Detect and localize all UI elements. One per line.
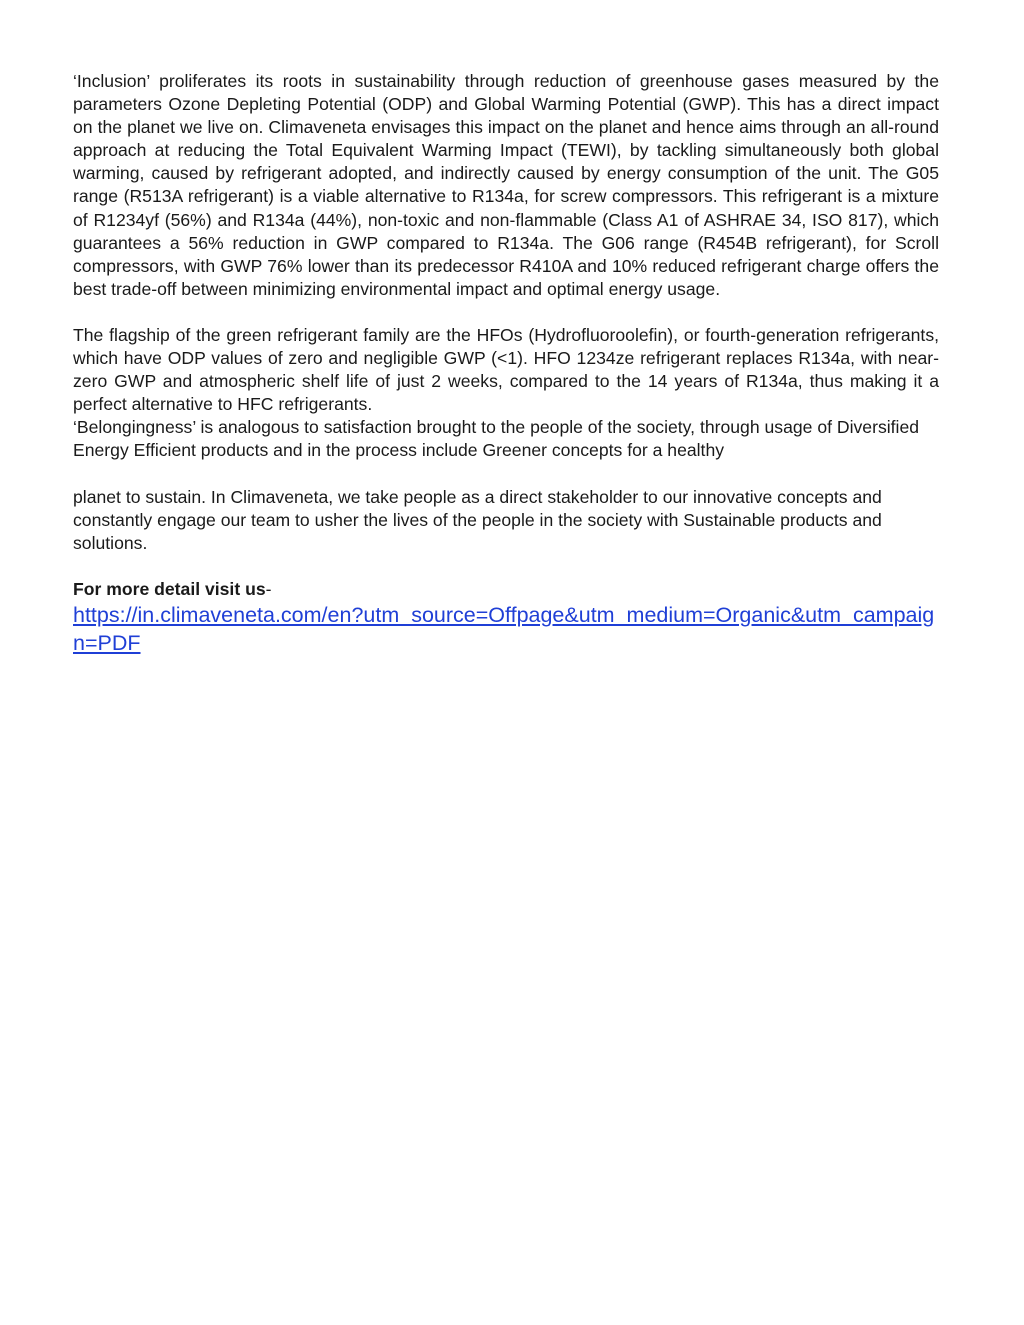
paragraph-spacer [73, 463, 939, 486]
website-link[interactable]: https://in.climaveneta.com/en?utm_source=Offpage&utm_medium=Organic&utm_campaign=PDF [73, 602, 935, 655]
paragraph-hfo: The flagship of the green refrigerant family are the HFOs (Hydrofluoroolefin), or fourth-generation refrigerants, which have ODP values of zero and negligible GWP (<1). HFO 1234ze refrigerant replaces R134a, with near-zero GWP and atmospheric shelf life of just 2 weeks, compared to the 14 years of R134a, thus making it a perfect alternative to HFC refrigerants. [73, 324, 939, 415]
cta-heading [73, 578, 939, 601]
document-page [73, 70, 939, 657]
cta-dash: - [265, 578, 272, 599]
paragraph-sustain: planet to sustain. In Climaveneta, we take people as a direct stakeholder to our innovative concepts and constantly engage our team to usher the lives of the people in the society with Sustainable products and solutions. [73, 486, 882, 553]
paragraph-belongingness: ‘Belongingness’ is analogous to satisfaction brought to the people of the society, through usage of Diversified Energy Efficient products and in the process include Greener concepts for a healthy [73, 417, 920, 461]
paragraph-spacer [73, 555, 939, 578]
paragraph-spacer [73, 301, 939, 324]
cta-label: For more detail visit us [73, 578, 266, 599]
paragraph-inclusion: ‘Inclusion’ proliferates its roots in sustainability through reduction of greenhouse gases measured by the parameters Ozone Depleting Potential (ODP) and Global Warming Potential (GWP). This has a direct impact on the planet we live on. Climaveneta envisages this impact on the planet and hence aims through an all-round approach at reducing the Total Equivalent Warming Impact (TEWI), by tackling simultaneously both global warming, caused by refrigerant adopted, and indirectly caused by energy consumption of the unit. The G05 range (R513A refrigerant) is a viable alternative to R134a, for screw compressors. This refrigerant is a mixture of R1234yf (56%) and R134a (44%), non-toxic and non-flammable (Class A1 of ASHRAE 34, ISO 817), which guarantees a 56% reduction in GWP compared to R134a. The G06 range (R454B refrigerant), for Scroll compressors, with GWP 76% lower than its predecessor R410A and 10% reduced refrigerant charge offers the best trade-off between minimizing environmental impact and optimal energy usage. [73, 71, 939, 299]
